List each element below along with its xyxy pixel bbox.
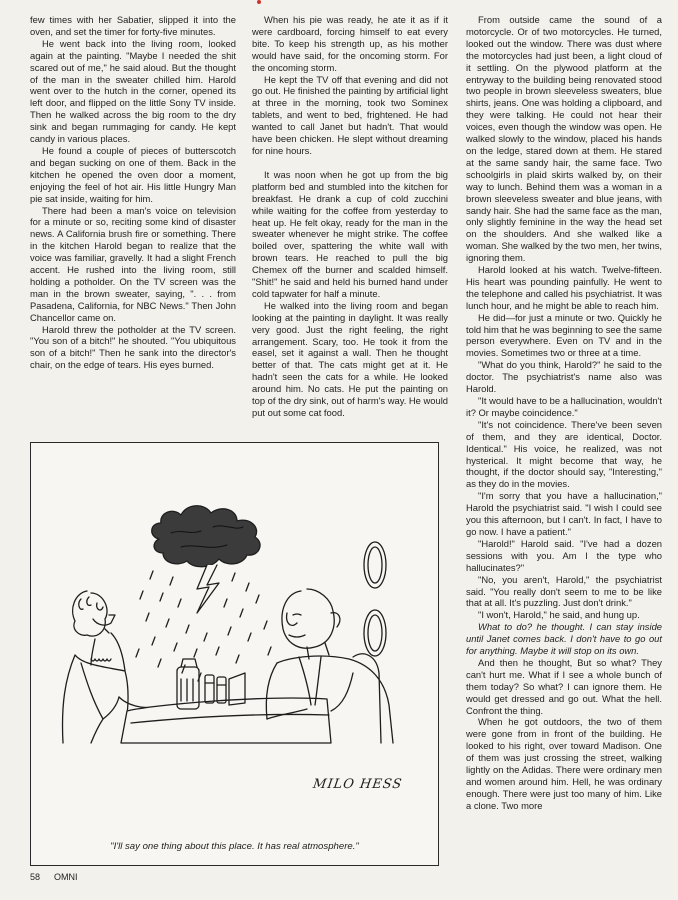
paragraph: He walked into the living room and began looking at the painting in daylight. It was really very good. Just the right feeling, the right arrangement. Scary, too. He took it from the easel, set it against a wall. Then he thought better of that. The cats might get at it. He hadn't seen the cats for a while. He looked around him. No cats. He put the painting on top of the dry sink, out of harm's way. He would put out some cat food.	[252, 299, 448, 418]
paragraph: "It's not coincidence. There've been seven of them, and they are identical, Doctor. Identical." His voice, he realized, was not hysterical. It might become that way, he thought, if the doctor should say, "Interesting," as they do in the movies.	[466, 418, 662, 490]
paragraph: He found a couple of pieces of butterscotch and began sucking on one of them. Back in the kitchen he opened the oven door a moment, enjoying the feel of hot air. His little Hungry Man pie sat inside, waiting for him.	[30, 144, 236, 204]
paragraph: When his pie was ready, he ate it as if it were cardboard, forcing himself to eat every bite. To keep his strength up, as his mother would have said, for the oncoming storm. For the oncoming storm.	[252, 14, 448, 73]
paragraph: "No, you aren't, Harold," the psychiatrist said. "You really don't seem to me to be like that at all. It's puzzling. Just don't drink."	[466, 573, 662, 609]
paragraph: What to do? he thought. I can stay inside until Janet comes back. I don't have to go out for anything. Maybe it will stop on its own.	[466, 621, 662, 657]
text-column-3	[466, 14, 662, 812]
cartoon-panel	[30, 442, 439, 866]
paragraph: Harold looked at his watch. Twelve-fifteen. His heart was pounding painfully. He went to the telephone and called his psychiatrist. It was lunch hour, and he might be able to reach him.	[466, 264, 662, 311]
paragraph: "I won't, Harold," he said, and hung up.	[478, 609, 640, 621]
paragraph: There had been a man's voice on television for a minute or so, reciting some kind of disaster news. A California brush fire or something. There in the kitchen Harold began to realize that the voice was familiar, gravelly. It had a slight French accent. He rushed into the living room, still holding a potholder. On the TV screen was the man in the brown sweater, saying, ". . . from Pasadena, California, for NBC News." Then John Chancellor came on.	[30, 204, 236, 323]
magazine-name: OMNI	[54, 872, 78, 882]
cartoon-caption: "I'll say one thing about this place. It has real atmosphere."	[110, 841, 359, 852]
paragraph: When he got outdoors, the two of them were gone from in front of the building. He looked to his right, over toward Madison. One of them was just crossing the street, walking lightly on the Adidas. There were ordinary men and women around him. Hell, he was ordinary enough. There were just too many of him. Like a clone. Two more	[466, 716, 662, 811]
paragraph: From outside came the sound of a motorcycle. Or of two motorcycles. He turned, looked out the window. There was dust where the motorcycles had just been, a light cloud of it settling. On the plywood platform at the entryway to the building being renovated stood two people in brown sleeveless sweaters, blue shirts, jeans. One was holding a clipboard, and they were talking. He could not hear their voices, even though the window was open. He walked slowly to the window, placed his hands on the ledge, stared down at them. He stared at the same sandy hair, the same face. Two schoolgirls in plaid skirts walked by, on their way to lunch. Behind them was a woman in a brown sleeveless sweater and blue jeans, with sandy hair. She had the same face as the man, only slightly feminine in the way the head set on the shoulders. And she walked like a woman. She walked by the two men, her twins, ignoring them.	[466, 14, 662, 264]
artist-signature: MILO HESS	[311, 777, 404, 792]
paragraph: It was noon when he got up from the big platform bed and stumbled into the kitchen for breakfast. He drank a cup of cold zucchini while waiting for the coffee from yesterday to heat up. He felt okay, ready for the man in the sweater whenever he might strike. The coffee boiled over, spattering the white wall with brown tears. He reached to pull the big Chemex off the burner and scalded himself. "Shit!" he said and held his burned hand under cold tapwater for half a minute.	[252, 168, 448, 299]
paragraph: "What do you think, Harold?" he said to the doctor. The psychiatrist's name also was Harold.	[466, 359, 662, 395]
text-column-1	[30, 14, 236, 371]
paragraph: few times with her Sabatier, slipped it into the oven, and set the timer for forty-five minutes.	[30, 14, 236, 37]
paragraph: "It would have to be a hallucination, wouldn't it? Or maybe coincidence."	[466, 395, 662, 418]
paragraph: He did—for just a minute or two. Quickly he told him that he was beginning to see the same person everywhere. Even on TV and in the movies. Sometimes two or three at a time.	[466, 311, 662, 359]
paragraph: Harold threw the potholder at the TV screen. "You son of a bitch!" he shouted. "You ubiquitous son of a bitch!" Then he sank into the director's chair, on the edge of tears. His eyes burned.	[30, 323, 236, 371]
section-break	[252, 157, 448, 169]
registration-mark	[257, 0, 261, 4]
page-number: 58	[30, 872, 41, 882]
paragraph: He kept the TV off that evening and did not go out. He finished the painting by artificial light at three in the morning, took two Sominex tablets, and went to bed, frightened. He had wanted to call Janet but hadn't. That would have been chicken. He slept without dreaming for nine hours.	[252, 73, 448, 156]
cartoon-drawing	[31, 443, 440, 867]
text-column-2	[252, 14, 448, 419]
paragraph: "Harold!" Harold said. "I've had a dozen sessions with you. Am I the type who hallucinates?"	[466, 537, 662, 573]
page-footer	[30, 872, 92, 882]
paragraph: He went back into the living room, looked again at the painting. "Maybe I needed the shit scared out of me," he said aloud. But the thought of the man in the sweater chilled him. Harold went over to the hutch in the corner, opened its left door, and flipped on the little Sony TV inside. Then he walked across the big room to the dry sink and began rummaging for candy. He kept candy in various places.	[30, 37, 236, 145]
paragraph: And then he thought, But so what? They can't hurt me. What if I see a whole bunch of them today? So what? I can ignore them. He would get dressed and go out. What the hell. Confront the thing.	[466, 656, 662, 716]
paragraph: "I'm sorry that you have a hallucination," Harold the psychiatrist said. "I wish I could see you this afternoon, but I can't. In fact, I have to go now. I have a patient."	[466, 490, 662, 537]
